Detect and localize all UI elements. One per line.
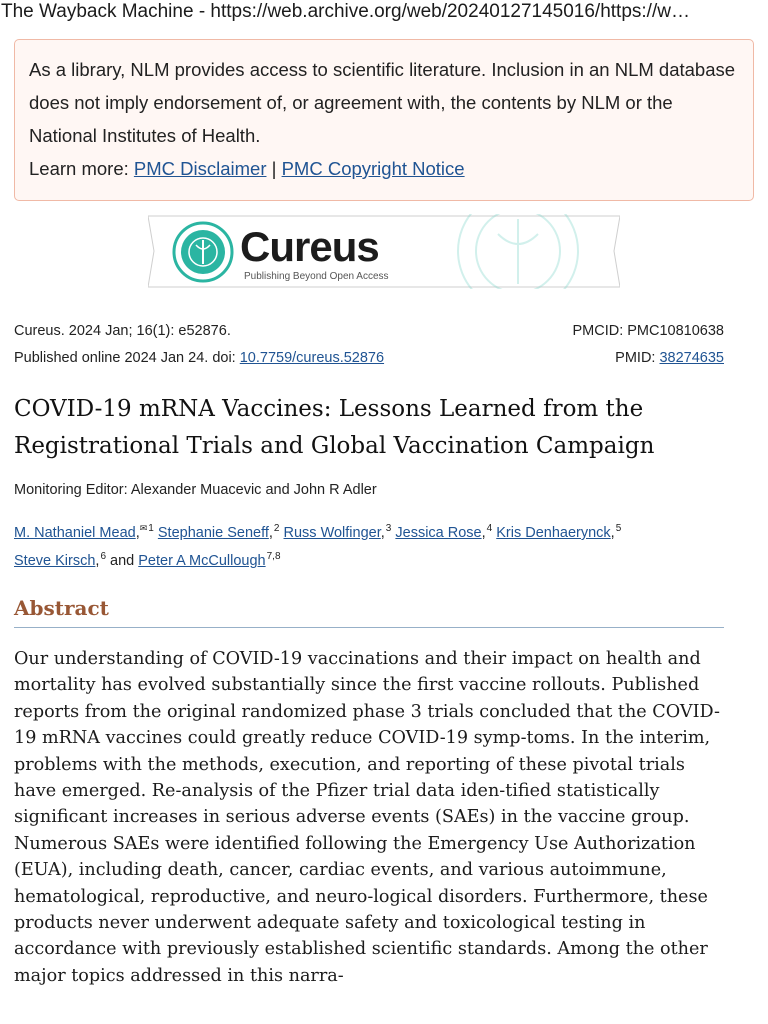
pmid-prefix: PMID: <box>615 350 660 366</box>
author-link[interactable]: Kris Denhaerynck <box>496 525 611 541</box>
author-link[interactable]: M. Nathaniel Mead <box>14 525 136 541</box>
cureus-logo-icon <box>174 223 232 281</box>
pmc-copyright-link[interactable]: PMC Copyright Notice <box>281 158 465 179</box>
author-affiliation: 7,8 <box>266 551 281 562</box>
journal-name: Cureus <box>240 223 379 270</box>
author-link[interactable]: Peter A McCullough <box>138 553 266 569</box>
author-affiliation: 3 <box>385 523 392 534</box>
author-affiliation: 1 <box>148 523 154 534</box>
author-affiliation: 6 <box>100 551 106 562</box>
learn-more-label: Learn more: <box>29 158 134 179</box>
pmc-disclaimer-link[interactable]: PMC Disclaimer <box>133 158 267 179</box>
author-link[interactable]: Jessica Rose <box>395 525 482 541</box>
nlm-disclaimer-box <box>14 39 754 201</box>
journal-issue: Cureus. 2024 Jan; 16(1): e52876. <box>14 323 231 339</box>
published-line <box>14 345 384 372</box>
published-prefix: Published online 2024 Jan 24. doi: <box>14 350 240 366</box>
abstract-text: Our understanding of COVID-19 vaccinations and their impact on health and mortality has evolved substantially since the first vaccine rollouts. Published reports from the original randomized phase 3 trials concluded that the COVID-19 mRNA vaccines could greatly reduce COVID-19 symp-toms. In the interim, problems with the methods, execution, and reporting of these pivotal trials have emerged. Re-analysis of the Pfizer trial data iden-tified statistically significant increases in serious adverse events (SAEs) in the vaccine group. Numerous SAEs were identified following the Emergency Use Authorization (EUA), including death, cancer, cardiac events, and various autoimmune, hematological, reproductive, and neuro-logical disorders. Furthermore, these products never underwent adequate safety and toxicological testing in accordance with previously established scientific standards. Among the other major topics addressed in this narra- <box>14 649 720 986</box>
author-link[interactable]: Stephanie Seneff <box>157 525 269 541</box>
authors-and: and <box>106 553 139 569</box>
journal-tagline: Publishing Beyond Open Access <box>244 271 389 282</box>
author-link[interactable]: Russ Wolfinger <box>283 525 381 541</box>
abstract-heading: Abstract <box>14 593 724 628</box>
author-affiliation: 4 <box>486 523 493 534</box>
disclaimer-text: As a library, NLM provides access to scientific literature. Inclusion in an NLM database does not imply endorsement of, or agreement with, the contents by NLM or the National Institutes of Health. <box>29 59 736 146</box>
browser-title: The Wayback Machine - https://web.archive.org/web/20240127145016/https://w… <box>1 1 690 22</box>
doi-link[interactable]: 10.7759/cureus.52876 <box>239 350 385 366</box>
email-icon[interactable]: ✉ <box>139 523 148 533</box>
citation-info <box>14 318 724 372</box>
journal-banner[interactable] <box>148 214 620 289</box>
author-list: M. Nathaniel Mead,$^{✉1}$ Stephanie Seneff,$^2$ Russ Wolfinger,$^3$ Jessica Rose,$^4$ Kris Denhaerynck,$^5$ Steve Kirsch,$^6$ and Peter A McCullough$^{7,8}$ <box>14 523 622 569</box>
article-title: COVID-19 mRNA Vaccines: Lessons Learned from the Registrational Trials and Global Vaccination Campaign <box>14 396 655 459</box>
pmid-line <box>615 345 724 372</box>
author-link[interactable]: Steve Kirsch <box>14 553 96 569</box>
author-affiliation: 2 <box>273 523 280 534</box>
author-affiliation: 5 <box>615 523 622 534</box>
pmid-link[interactable]: 38274635 <box>659 350 724 366</box>
monitoring-editor: Monitoring Editor: Alexander Muacevic and John R Adler <box>14 482 377 498</box>
link-separator: | <box>266 158 282 179</box>
pmcid: PMCID: PMC10810638 <box>572 323 724 339</box>
